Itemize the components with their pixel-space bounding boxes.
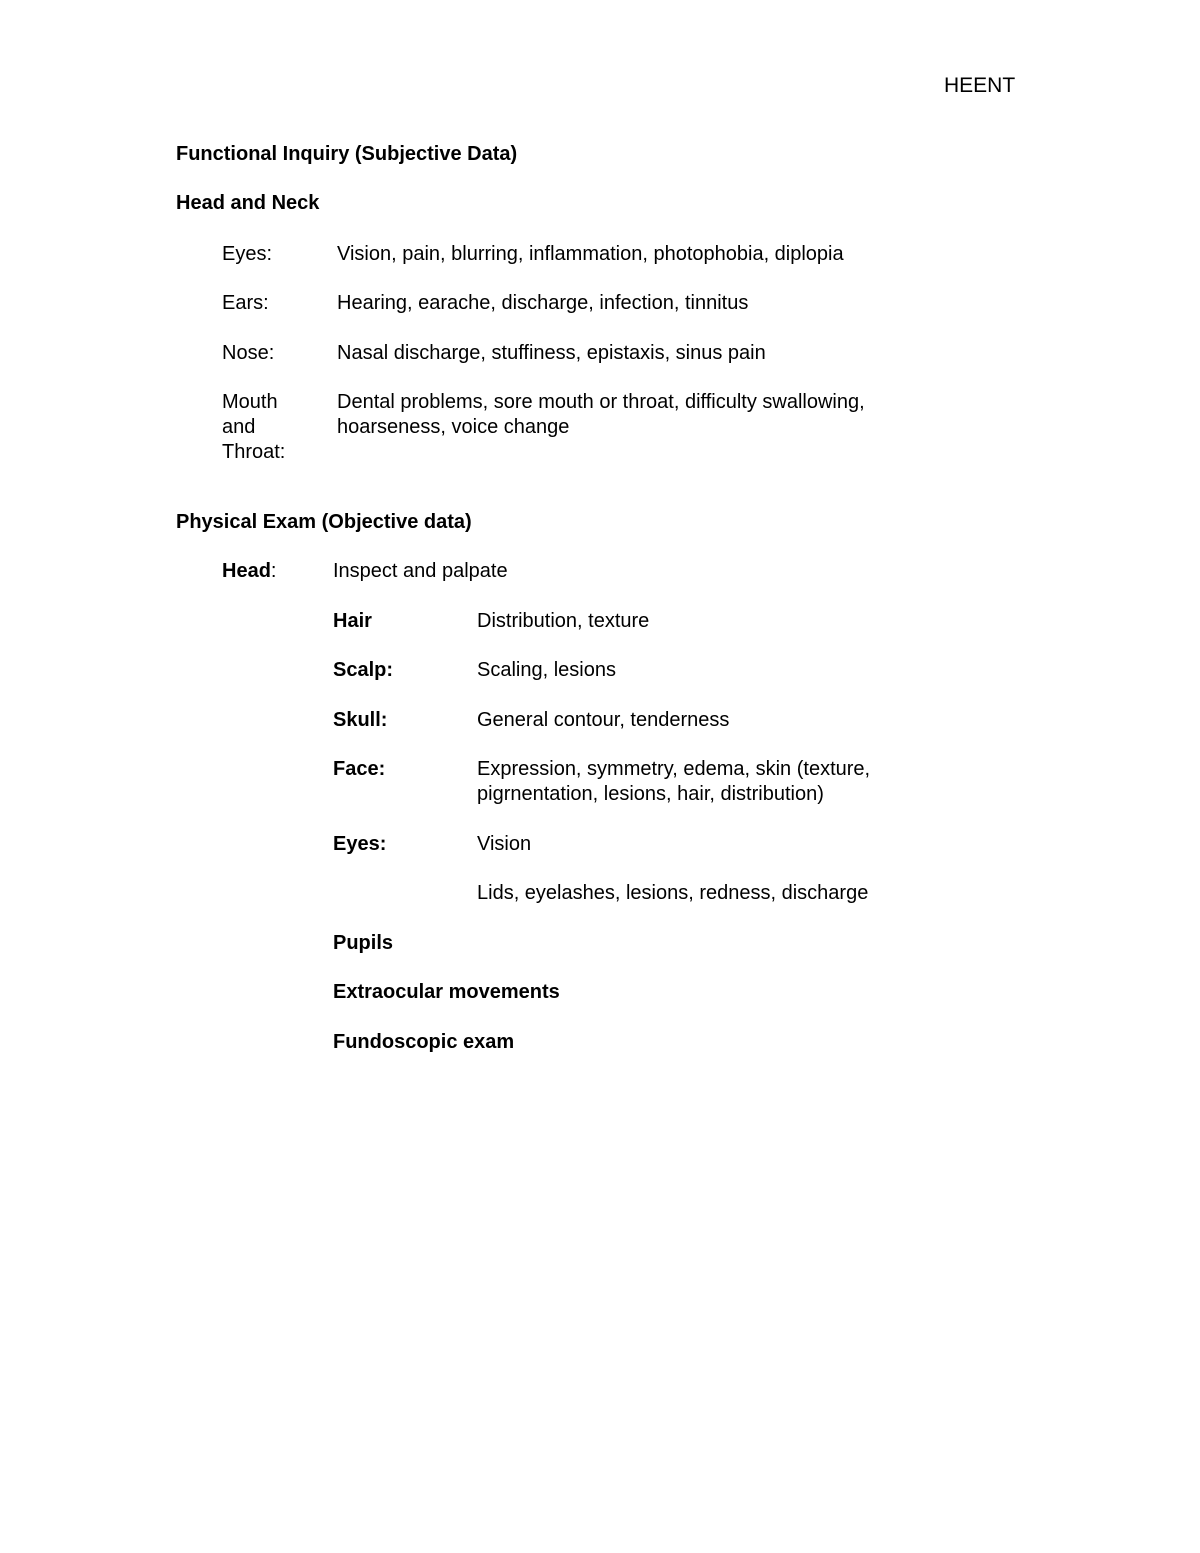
head-and-neck-subheading: Head and Neck [176, 192, 320, 214]
pe-head-label-bold: Head [222, 560, 271, 582]
document-title: HEENT [944, 74, 1016, 97]
pe-face-text-line2: pigrnentation, lesions, hair, distribution) [477, 783, 824, 805]
pe-scalp-text: Scaling, lesions [477, 659, 616, 681]
pe-eyes-text: Vision [477, 833, 532, 855]
fi-eyes-text: Vision, pain, blurring, inflammation, photophobia, diplopia [337, 243, 844, 265]
pe-eyes-label: Eyes: [333, 833, 387, 855]
pe-skull-label: Skull: [333, 709, 388, 731]
pe-pupils: Pupils [333, 932, 394, 954]
fi-mouth-label-line1: Mouth [222, 391, 278, 413]
pe-hair-text: Distribution, texture [477, 610, 650, 632]
pe-fundoscopic-exam: Fundoscopic exam [333, 1031, 515, 1053]
fi-mouth-label-line3: Throat: [222, 441, 286, 463]
physical-exam-heading: Physical Exam (Objective data) [176, 511, 472, 533]
fi-mouth-text-line1: Dental problems, sore mouth or throat, difficulty swallowing, [337, 391, 865, 413]
fi-ears-text: Hearing, earache, discharge, infection, tinnitus [337, 292, 749, 314]
pe-face-label: Face: [333, 758, 386, 780]
fi-ears-label: Ears: [222, 292, 269, 314]
pe-skull-text: General contour, tenderness [477, 709, 730, 731]
pe-extraocular-movements: Extraocular movements [333, 981, 560, 1003]
fi-eyes-label: Eyes: [222, 243, 273, 265]
pe-face-text-line1: Expression, symmetry, edema, skin (texture, [477, 758, 871, 780]
pe-head-colon: : [270, 560, 277, 582]
pe-head-label [222, 559, 276, 584]
fi-nose-text: Nasal discharge, stuffiness, epistaxis, sinus pain [337, 342, 766, 364]
pe-hair-label: Hair [333, 610, 372, 632]
fi-mouth-label-line2: and [222, 416, 256, 438]
pe-scalp-label: Scalp: [333, 659, 394, 681]
pe-eyes-extra: Lids, eyelashes, lesions, redness, discharge [477, 882, 869, 904]
fi-nose-label: Nose: [222, 342, 275, 364]
pe-head-text: Inspect and palpate [333, 560, 508, 582]
fi-mouth-text-line2: hoarseness, voice change [337, 416, 570, 438]
functional-inquiry-heading: Functional Inquiry (Subjective Data) [176, 143, 518, 165]
